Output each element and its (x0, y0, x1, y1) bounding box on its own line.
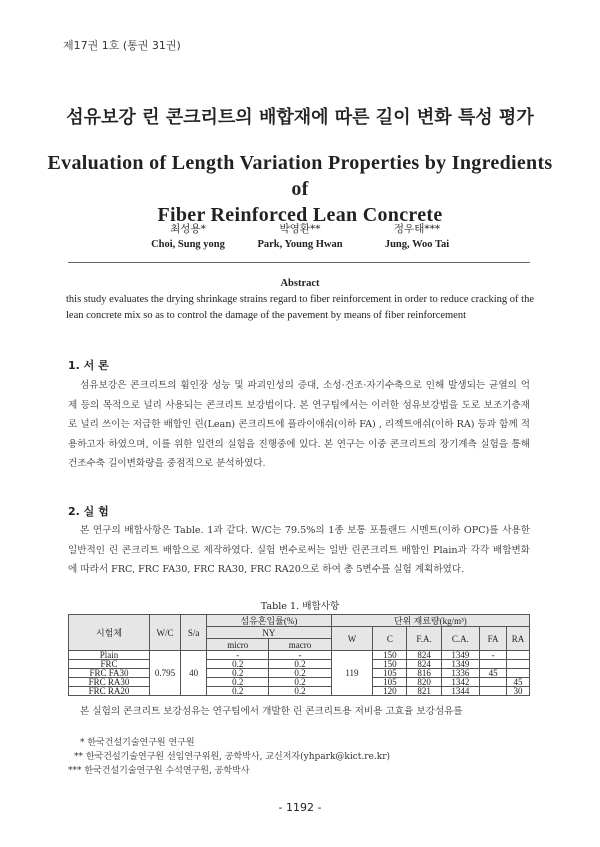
table-row (69, 687, 530, 696)
journal-issue-header: 제17권 1호 (통권 31권) (63, 39, 181, 52)
cell-fly-ash: - (480, 651, 507, 660)
section-1-heading: 1. 서 론 (68, 359, 109, 372)
cell-coarse-agg: 1344 (441, 687, 479, 696)
cell-macro: 0.2 (269, 678, 331, 687)
footnote-1: * 한국건설기술연구원 연구원 (80, 738, 195, 748)
cell-sa: 40 (181, 651, 207, 696)
cell-reject-ash: 30 (507, 687, 530, 696)
footnote-3: *** 한국건설기술연구원 수석연구원, 공학박사 (68, 766, 250, 776)
author-2-english: Park, Young Hwan (257, 239, 343, 250)
cell-micro: 0.2 (207, 660, 269, 669)
cell-micro: 0.2 (207, 669, 269, 678)
header-reject-ash: RA (507, 627, 530, 651)
cell-c: 120 (373, 687, 407, 696)
header-sa: S/a (181, 615, 207, 651)
cell-specimen: FRC FA30 (69, 669, 150, 678)
author-3 (337, 221, 497, 253)
author-1-korean: 최성용* (170, 223, 206, 235)
korean-title: 섬유보강 린 콘크리트의 배합재에 따른 길이 변화 특성 평가 (66, 107, 534, 128)
section-2-paragraph: 본 연구의 배합사항은 Table. 1과 같다. W/C는 79.5%의 1종 보통 포틀랜드 시멘트(이하 OPC)를 사용한 일반적인 린 콘크리트 배합으로 제작하였다. 실험 변수로써는 일반 린콘크리트 배합인 Plain과 각각 배합변화에 따라서 FRC, FRC FA30, FRC RA30, FRC RA20으로 하여 총 5변수를 실험 계획하였다. (68, 525, 530, 575)
cell-c: 105 (373, 669, 407, 678)
author-1-english: Choi, Sung yong (151, 239, 225, 250)
cell-c: 150 (373, 660, 407, 669)
cell-fine-agg: 821 (407, 687, 441, 696)
author-2-korean: 박영환** (279, 223, 321, 235)
header-fly-ash: FA (480, 627, 507, 651)
cell-fly-ash: 45 (480, 669, 507, 678)
cell-coarse-agg: 1349 (441, 660, 479, 669)
cell-coarse-agg: 1336 (441, 669, 479, 678)
cell-specimen: FRC RA20 (69, 687, 150, 696)
header-c: C (373, 627, 407, 651)
section-1-paragraph: 섬유보강은 콘크리트의 휨인장 성능 및 파괴인성의 증대, 소성·건조·자기수축으로 인해 발생되는 균열의 억제 등의 목적으로 널리 사용되는 콘크리트 보강법이다. 본 연구팀에서는 이러한 섬유보강법을 도로 보조기층재로 널리 쓰이는 저급한 배합인 린(Lean) 콘크리트에 플라이애쉬(이하 FA) , 리젝트애쉬(이하 RA) 등과 함께 적용하고자 하였으며, 이를 위한 일련의 실험을 진행중에 있다. 본 연구는 이중 콘크리트의 장기계측 실험을 통해 건조수축 길이변화량을 중점적으로 분석하였다. (68, 380, 530, 469)
section-2-heading: 2. 실 험 (68, 505, 109, 518)
cell-fine-agg: 820 (407, 678, 441, 687)
cell-reject-ash (507, 651, 530, 660)
after-table-paragraph: 본 실험의 콘크리트 보강섬유는 연구팀에서 개발한 린 콘크리트용 저비용 고효율 보강섬유를 (80, 706, 463, 717)
cell-specimen: FRC RA30 (69, 678, 150, 687)
header-specimen: 시험체 (69, 615, 150, 651)
header-ny: NY (207, 627, 332, 639)
author-3-english: Jung, Woo Tai (384, 239, 450, 250)
header-w: W (331, 627, 373, 651)
cell-fine-agg: 816 (407, 669, 441, 678)
cell-fine-agg: 824 (407, 660, 441, 669)
cell-wc: 0.795 (149, 651, 180, 696)
abstract-heading: Abstract (280, 278, 320, 289)
cell-w: 119 (331, 651, 373, 696)
cell-micro: 0.2 (207, 678, 269, 687)
cell-macro: 0.2 (269, 687, 331, 696)
cell-reject-ash: 45 (507, 678, 530, 687)
english-title-line-2: Fiber Reinforced Lean Concrete (157, 204, 443, 226)
cell-coarse-agg: 1349 (441, 651, 479, 660)
table-header-row-1 (69, 615, 530, 627)
cell-specimen: FRC (69, 660, 150, 669)
header-macro: macro (269, 639, 331, 651)
table-caption: Table 1. 배합사항 (260, 601, 340, 612)
header-fiber-content: 섬유혼입률(%) (207, 615, 332, 627)
cell-specimen: Plain (69, 651, 150, 660)
english-title-line-1: Evaluation of Length Variation Properties by Ingredients of (47, 152, 553, 200)
header-fine-agg: F.A. (407, 627, 441, 651)
cell-fly-ash (480, 678, 507, 687)
author-3-korean: 정우태*** (393, 223, 441, 235)
page-number: - 1192 - (278, 801, 322, 814)
cell-reject-ash (507, 660, 530, 669)
cell-coarse-agg: 1342 (441, 678, 479, 687)
cell-macro: - (269, 651, 331, 660)
mix-proportion-table (68, 614, 530, 696)
cell-fly-ash (480, 687, 507, 696)
abstract-text: this study evaluates the drying shrinkage strains regard to fiber reinforcement in order to reduce cracking of the lean concrete mix so as to control the damage of the pavement by means of fiber reinforcement (66, 294, 534, 321)
title-divider (68, 262, 530, 263)
cell-c: 105 (373, 678, 407, 687)
cell-c: 150 (373, 651, 407, 660)
cell-macro: 0.2 (269, 669, 331, 678)
cell-micro: 0.2 (207, 687, 269, 696)
header-wc: W/C (149, 615, 180, 651)
english-title (40, 150, 560, 228)
cell-macro: 0.2 (269, 660, 331, 669)
cell-fine-agg: 824 (407, 651, 441, 660)
header-unit-content: 단위 재료량(kg/m³) (331, 615, 529, 627)
header-micro: micro (207, 639, 269, 651)
cell-micro: - (207, 651, 269, 660)
footnote-2: ** 한국건설기술연구원 선임연구위원, 공학박사, 교신저자(yhpark@kict.re.kr) (74, 752, 391, 762)
header-coarse-agg: C.A. (441, 627, 479, 651)
